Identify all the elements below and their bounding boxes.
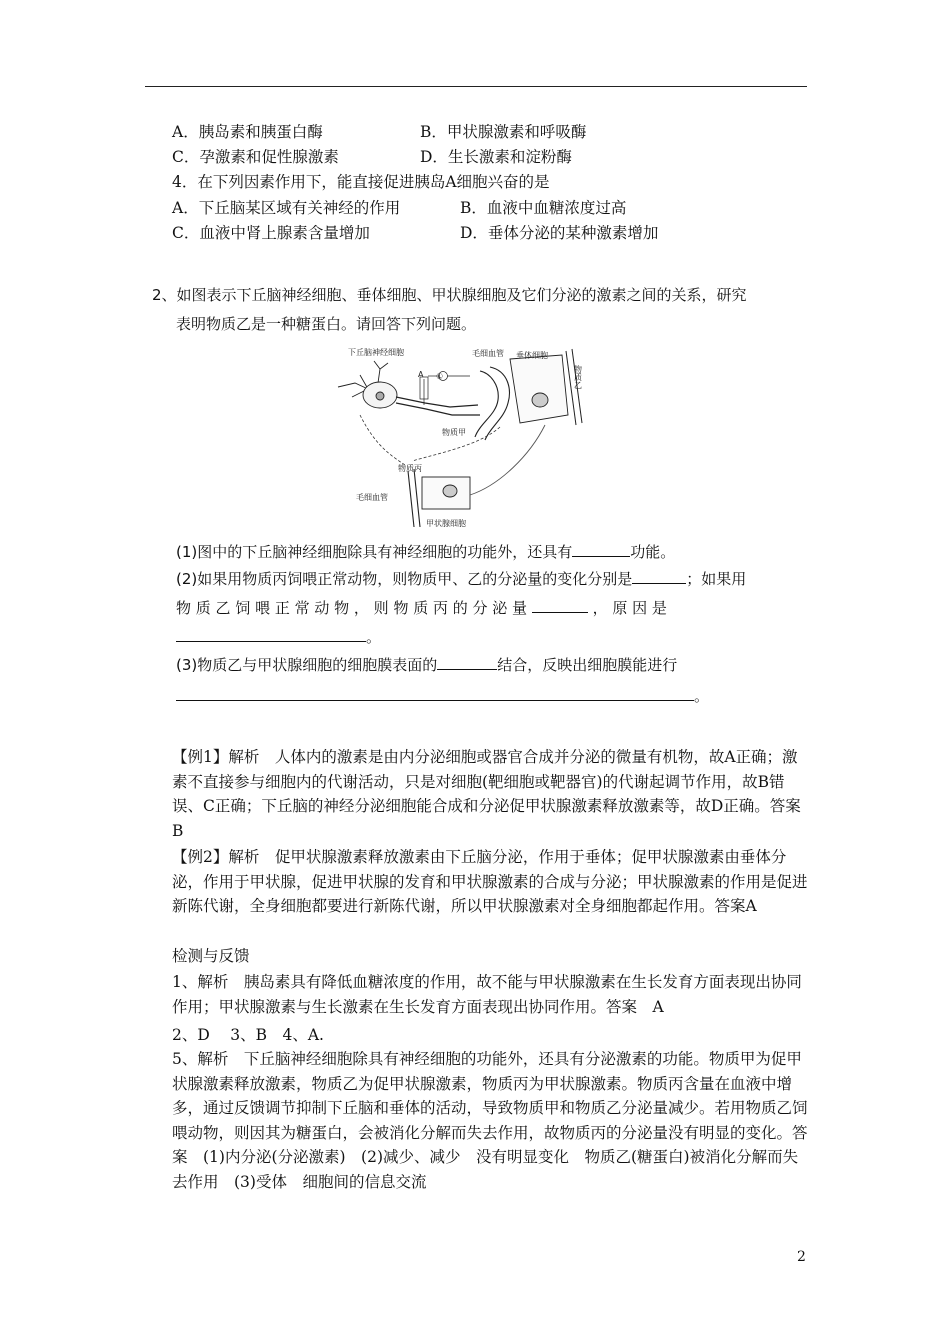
pituitary-cell (510, 355, 568, 423)
q4-option-c: C．血液中肾上腺素含量增加 (172, 224, 370, 242)
q2-sub2-end: 。 (366, 628, 382, 646)
q2-sub2-text-c: 物 质 乙 饲 喂 正 常 动 物 ， 则 物 质 丙 的 分 泌 量 (176, 599, 528, 617)
thyroid-cell (408, 425, 545, 527)
answer-blank[interactable] (437, 655, 497, 670)
answer-blank[interactable] (572, 542, 630, 557)
q2-stem-line2: 表明物质乙是一种糖蛋白。请回答下列问题。 (176, 315, 477, 333)
endocrine-regulation-diagram (330, 345, 592, 530)
example2-analysis: 【例2】解析 促甲状腺激素释放激素由下丘脑分泌，作用于垂体；促甲状腺激素由垂体分泌，作用于甲状腺，促进甲状腺的发育和甲状腺激素的合成与分泌；甲状腺激素的作用是促进新陈代谢，全身细胞都要进行新陈代谢，所以甲状腺激素对全身细胞都起作用。答案A (172, 848, 808, 916)
q2-sub3-text: (3)物质乙与甲状腺细胞的细胞膜表面的 (176, 656, 438, 674)
example1-analysis: 【例1】解析 人体内的激素是由内分泌细胞或器官合成并分泌的微量有机物，故A正确；激素不直接参与细胞内的代谢活动，只是对细胞(靶细胞或靶器官)的代谢起调节作用，故B错误、C正确；下丘脑的神经分泌细胞能合成和分泌促甲状腺激素释放激素等，故D正确。答案 B (172, 748, 817, 840)
page-number: 2 (797, 1249, 806, 1265)
q2-sub2-text: (2)如果用物质丙饲喂正常动物，则物质甲、乙的分泌量的变化分别是 (176, 570, 633, 588)
capillary-top (475, 367, 509, 440)
answer-blank[interactable] (532, 598, 588, 613)
label-hypothalamus-cell: 下丘脑神经细胞 (348, 348, 404, 357)
answer-blank[interactable] (176, 686, 694, 701)
label-capillary-top: 毛细血管 (472, 349, 504, 358)
q2-sub3-text-b: 结合，反映出细胞膜能进行 (497, 656, 678, 674)
hypothalamus-neuron (338, 361, 480, 415)
q3-option-c: C．孕激素和促性腺激素 (172, 148, 339, 166)
q2-sub2-line2 (176, 598, 667, 618)
feedback-answers-2-4: 2、D 3、B 4、A. (172, 1026, 324, 1044)
q2-sub1-text: (1)图中的下丘脑神经细胞除具有神经细胞的功能外，还具有 (176, 543, 573, 561)
label-pituitary-cell: 垂体细胞 (516, 351, 548, 360)
q2-sub1-text-end: 功能。 (630, 543, 676, 561)
q2-sub2-text-d: ， 原 因 是 (592, 599, 667, 617)
label-substance-jia: 物质甲 (442, 428, 466, 437)
label-circle-1: ① (436, 372, 444, 381)
feedback-dashed-lines (360, 415, 500, 465)
feedback-answer-1: 1、解析 胰岛素具有降低血糖浓度的作用，故不能与甲状腺激素在生长发育方面表现出协同作用；甲状腺激素与生长激素在生长发育方面表现出协同作用。答案 A (172, 973, 802, 1016)
answer-blank[interactable] (632, 569, 686, 584)
q3-option-d: D．生长激素和淀粉酶 (420, 148, 572, 166)
label-thyroid-cell: 甲状腺细胞 (426, 519, 466, 528)
q2-sub3-line2 (176, 686, 709, 706)
answer-blank[interactable] (176, 627, 366, 642)
label-capillary-bottom: 毛细血管 (356, 493, 388, 502)
q2-sub1 (176, 542, 675, 562)
label-substance-yi: 物质乙 (573, 365, 583, 389)
q4-stem: 4．在下列因素作用下，能直接促进胰岛A细胞兴奋的是 (172, 173, 550, 191)
q2-sub2-line1 (176, 569, 746, 589)
label-a: A (418, 370, 424, 379)
feedback-heading: 检测与反馈 (172, 947, 250, 965)
q2-sub3-line1 (176, 655, 677, 675)
q4-option-b: B．血液中血糖浓度过高 (460, 199, 627, 217)
q2-sub2-line3 (176, 627, 381, 647)
q3-option-b: B．甲状腺激素和呼吸酶 (420, 123, 587, 141)
q2-stem-line1: 2、如图表示下丘脑神经细胞、垂体细胞、甲状腺细胞及它们分泌的激素之间的关系，研究 (152, 286, 747, 304)
label-substance-bing: 物质丙 (398, 464, 422, 473)
q3-option-a: A．胰岛素和胰蛋白酶 (172, 123, 323, 141)
header-rule (145, 86, 807, 87)
q2-sub2-text-b: ；如果用 (686, 570, 747, 588)
q2-sub3-end: 。 (694, 687, 710, 705)
q4-option-d: D．垂体分泌的某种激素增加 (460, 224, 659, 242)
feedback-answer-5: 5、解析 下丘脑神经细胞除具有神经细胞的功能外，还具有分泌激素的功能。物质甲为促甲状腺激素释放激素，物质乙为促甲状腺激素，物质丙为甲状腺激素。物质丙含量在血液中增多，通过反馈调节抑制下丘脑和垂体的活动，导致物质甲和物质乙分泌量减少。若用物质乙饲喂动物，则因其为糖蛋白，会被消化分解而失去作用，故物质丙的分泌量没有明显的变化。答案 (1)内分泌(分泌激素) (2)减少、减少 没有明显变化 物质乙(糖蛋白)被消化分解而失去作用 (3)受体 细胞间的信息交流 (172, 1050, 808, 1191)
q4-option-a: A．下丘脑某区域有关神经的作用 (172, 199, 401, 217)
